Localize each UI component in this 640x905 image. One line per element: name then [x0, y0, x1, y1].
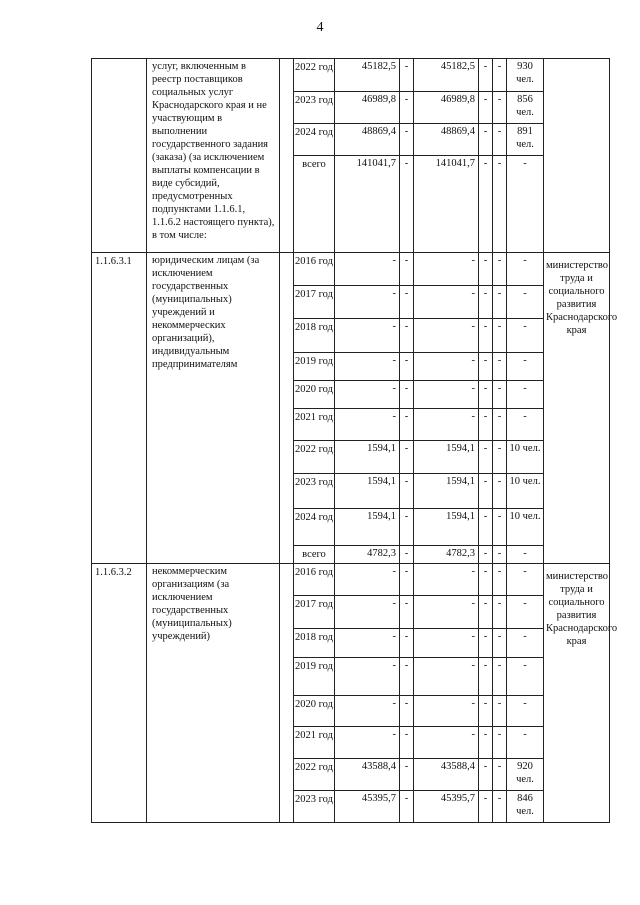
year-cell: 2022 год: [294, 441, 335, 474]
indicator-cell: 10 чел.: [507, 441, 544, 474]
regional-cell: -: [414, 564, 479, 596]
local-cell: -: [479, 353, 493, 381]
local-cell: -: [479, 381, 493, 409]
other-cell: -: [493, 791, 507, 823]
indicator-cell: -: [507, 353, 544, 381]
other-cell: -: [493, 658, 507, 696]
indicator-cell: 846 чел.: [507, 791, 544, 823]
indicator-cell: 930 чел.: [507, 59, 544, 92]
total-cell: 48869,4: [335, 124, 400, 156]
indicator-cell: 10 чел.: [507, 474, 544, 509]
year-cell: 2020 год: [294, 381, 335, 409]
spacer-cell: [280, 564, 294, 823]
year-cell: 2024 год: [294, 509, 335, 546]
year-cell: 2022 год: [294, 759, 335, 791]
regional-cell: -: [414, 353, 479, 381]
total-cell: -: [335, 658, 400, 696]
federal-cell: -: [400, 658, 414, 696]
local-cell: -: [479, 286, 493, 319]
indicator-cell: -: [507, 629, 544, 658]
regional-cell: 45182,5: [414, 59, 479, 92]
local-cell: -: [479, 596, 493, 629]
indicator-cell: -: [507, 253, 544, 286]
regional-cell: -: [414, 629, 479, 658]
local-cell: -: [479, 696, 493, 727]
other-cell: -: [493, 381, 507, 409]
total-cell: -: [335, 596, 400, 629]
federal-cell: -: [400, 727, 414, 759]
federal-cell: -: [400, 381, 414, 409]
total-cell: -: [335, 381, 400, 409]
total-cell: 43588,4: [335, 759, 400, 791]
other-cell: -: [493, 286, 507, 319]
local-cell: -: [479, 319, 493, 353]
other-cell: -: [493, 409, 507, 441]
federal-cell: -: [400, 92, 414, 124]
spacer-cell: [280, 59, 294, 253]
other-cell: -: [493, 59, 507, 92]
regional-cell: 43588,4: [414, 759, 479, 791]
federal-cell: -: [400, 474, 414, 509]
total-cell: 45395,7: [335, 791, 400, 823]
other-cell: -: [493, 727, 507, 759]
regional-cell: 1594,1: [414, 474, 479, 509]
federal-cell: -: [400, 564, 414, 596]
year-cell: 2016 год: [294, 564, 335, 596]
program-table: [91, 58, 618, 823]
year-cell: 2017 год: [294, 286, 335, 319]
other-cell: -: [493, 441, 507, 474]
year-cell: всего: [294, 546, 335, 564]
regional-cell: 45395,7: [414, 791, 479, 823]
year-cell: 2016 год: [294, 253, 335, 286]
total-cell: 1594,1: [335, 509, 400, 546]
year-cell: 2019 год: [294, 353, 335, 381]
year-cell: 2021 год: [294, 727, 335, 759]
total-cell: -: [335, 409, 400, 441]
indicator-cell: -: [507, 319, 544, 353]
year-cell: 2017 год: [294, 596, 335, 629]
regional-cell: 141041,7: [414, 156, 479, 253]
local-cell: -: [479, 727, 493, 759]
local-cell: -: [479, 441, 493, 474]
other-cell: -: [493, 124, 507, 156]
item-code: 1.1.6.3.1: [92, 253, 147, 564]
federal-cell: -: [400, 409, 414, 441]
federal-cell: -: [400, 546, 414, 564]
regional-cell: -: [414, 727, 479, 759]
local-cell: -: [479, 409, 493, 441]
other-cell: -: [493, 156, 507, 253]
federal-cell: -: [400, 629, 414, 658]
regional-cell: -: [414, 409, 479, 441]
local-cell: -: [479, 253, 493, 286]
total-cell: 4782,3: [335, 546, 400, 564]
responsible-department: [544, 59, 610, 253]
year-cell: 2023 год: [294, 474, 335, 509]
regional-cell: 46989,8: [414, 92, 479, 124]
total-cell: 1594,1: [335, 474, 400, 509]
total-cell: -: [335, 286, 400, 319]
other-cell: -: [493, 696, 507, 727]
other-cell: -: [493, 759, 507, 791]
federal-cell: -: [400, 596, 414, 629]
total-cell: -: [335, 564, 400, 596]
federal-cell: -: [400, 156, 414, 253]
local-cell: -: [479, 474, 493, 509]
other-cell: -: [493, 253, 507, 286]
page-number: 4: [316, 20, 324, 35]
year-cell: 2024 год: [294, 124, 335, 156]
total-cell: 141041,7: [335, 156, 400, 253]
local-cell: -: [479, 92, 493, 124]
total-cell: -: [335, 319, 400, 353]
indicator-cell: 856 чел.: [507, 92, 544, 124]
year-cell: 2019 год: [294, 658, 335, 696]
table-body: [92, 59, 618, 823]
federal-cell: -: [400, 759, 414, 791]
local-cell: -: [479, 546, 493, 564]
local-cell: -: [479, 509, 493, 546]
indicator-cell: -: [507, 658, 544, 696]
responsible-department: министерство труда и социального развития Краснодарского края: [544, 253, 610, 564]
indicator-cell: 920 чел.: [507, 759, 544, 791]
total-cell: -: [335, 629, 400, 658]
federal-cell: -: [400, 791, 414, 823]
table-row: [92, 253, 610, 286]
total-cell: -: [335, 727, 400, 759]
year-cell: всего: [294, 156, 335, 253]
regional-cell: -: [414, 253, 479, 286]
indicator-cell: -: [507, 727, 544, 759]
year-cell: 2018 год: [294, 319, 335, 353]
year-cell: 2018 год: [294, 629, 335, 658]
other-cell: -: [493, 564, 507, 596]
year-cell: 2021 год: [294, 409, 335, 441]
regional-cell: -: [414, 596, 479, 629]
regional-cell: 1594,1: [414, 509, 479, 546]
regional-cell: 4782,3: [414, 546, 479, 564]
total-cell: -: [335, 253, 400, 286]
local-cell: -: [479, 564, 493, 596]
year-cell: 2022 год: [294, 59, 335, 92]
other-cell: -: [493, 319, 507, 353]
local-cell: -: [479, 156, 493, 253]
regional-cell: -: [414, 658, 479, 696]
total-cell: 1594,1: [335, 441, 400, 474]
federal-cell: -: [400, 441, 414, 474]
total-cell: -: [335, 353, 400, 381]
table-row: [92, 564, 610, 596]
indicator-cell: -: [507, 156, 544, 253]
item-code: 1.1.6.3.2: [92, 564, 147, 823]
item-description: юридическим лицам (за исключением государственных (муниципальных) учреждений и некоммерческих организаций), индивидуальным предпринимателям: [147, 253, 280, 564]
total-cell: 46989,8: [335, 92, 400, 124]
federal-cell: -: [400, 319, 414, 353]
year-cell: 2023 год: [294, 92, 335, 124]
year-cell: 2020 год: [294, 696, 335, 727]
federal-cell: -: [400, 696, 414, 727]
total-cell: -: [335, 696, 400, 727]
local-cell: -: [479, 791, 493, 823]
indicator-cell: -: [507, 696, 544, 727]
local-cell: -: [479, 759, 493, 791]
indicator-cell: 10 чел.: [507, 509, 544, 546]
other-cell: -: [493, 629, 507, 658]
year-cell: 2023 год: [294, 791, 335, 823]
indicator-cell: -: [507, 286, 544, 319]
other-cell: -: [493, 92, 507, 124]
local-cell: -: [479, 629, 493, 658]
indicator-cell: -: [507, 409, 544, 441]
indicator-cell: -: [507, 564, 544, 596]
item-code: [92, 59, 147, 253]
federal-cell: -: [400, 353, 414, 381]
federal-cell: -: [400, 286, 414, 319]
local-cell: -: [479, 59, 493, 92]
total-cell: 45182,5: [335, 59, 400, 92]
federal-cell: -: [400, 509, 414, 546]
regional-cell: -: [414, 381, 479, 409]
other-cell: -: [493, 474, 507, 509]
federal-cell: -: [400, 124, 414, 156]
item-description: некоммерческим организациям (за исключением государственных (муниципальных) учреждений): [147, 564, 280, 823]
indicator-cell: 891 чел.: [507, 124, 544, 156]
regional-cell: 48869,4: [414, 124, 479, 156]
other-cell: -: [493, 509, 507, 546]
federal-cell: -: [400, 253, 414, 286]
other-cell: -: [493, 546, 507, 564]
other-cell: -: [493, 596, 507, 629]
indicator-cell: -: [507, 546, 544, 564]
regional-cell: -: [414, 696, 479, 727]
regional-cell: -: [414, 286, 479, 319]
indicator-cell: -: [507, 596, 544, 629]
other-cell: -: [493, 353, 507, 381]
regional-cell: -: [414, 319, 479, 353]
item-description: услуг, включенным в реестр поставщиков социальных услуг Краснодарского края и не участвующим в выполнении государственного задания (заказа) (за исключением выплаты компенсации в виде субсидий, предусмотренных подпунктами 1.1.6.1, 1.1.6.2 настоящего пункта), в том числе:: [147, 59, 280, 253]
table-row: [92, 59, 610, 92]
federal-cell: -: [400, 59, 414, 92]
regional-cell: 1594,1: [414, 441, 479, 474]
spacer-cell: [280, 253, 294, 564]
local-cell: -: [479, 658, 493, 696]
local-cell: -: [479, 124, 493, 156]
indicator-cell: -: [507, 381, 544, 409]
responsible-department: министерство труда и социального развития Краснодарского края: [544, 564, 610, 823]
